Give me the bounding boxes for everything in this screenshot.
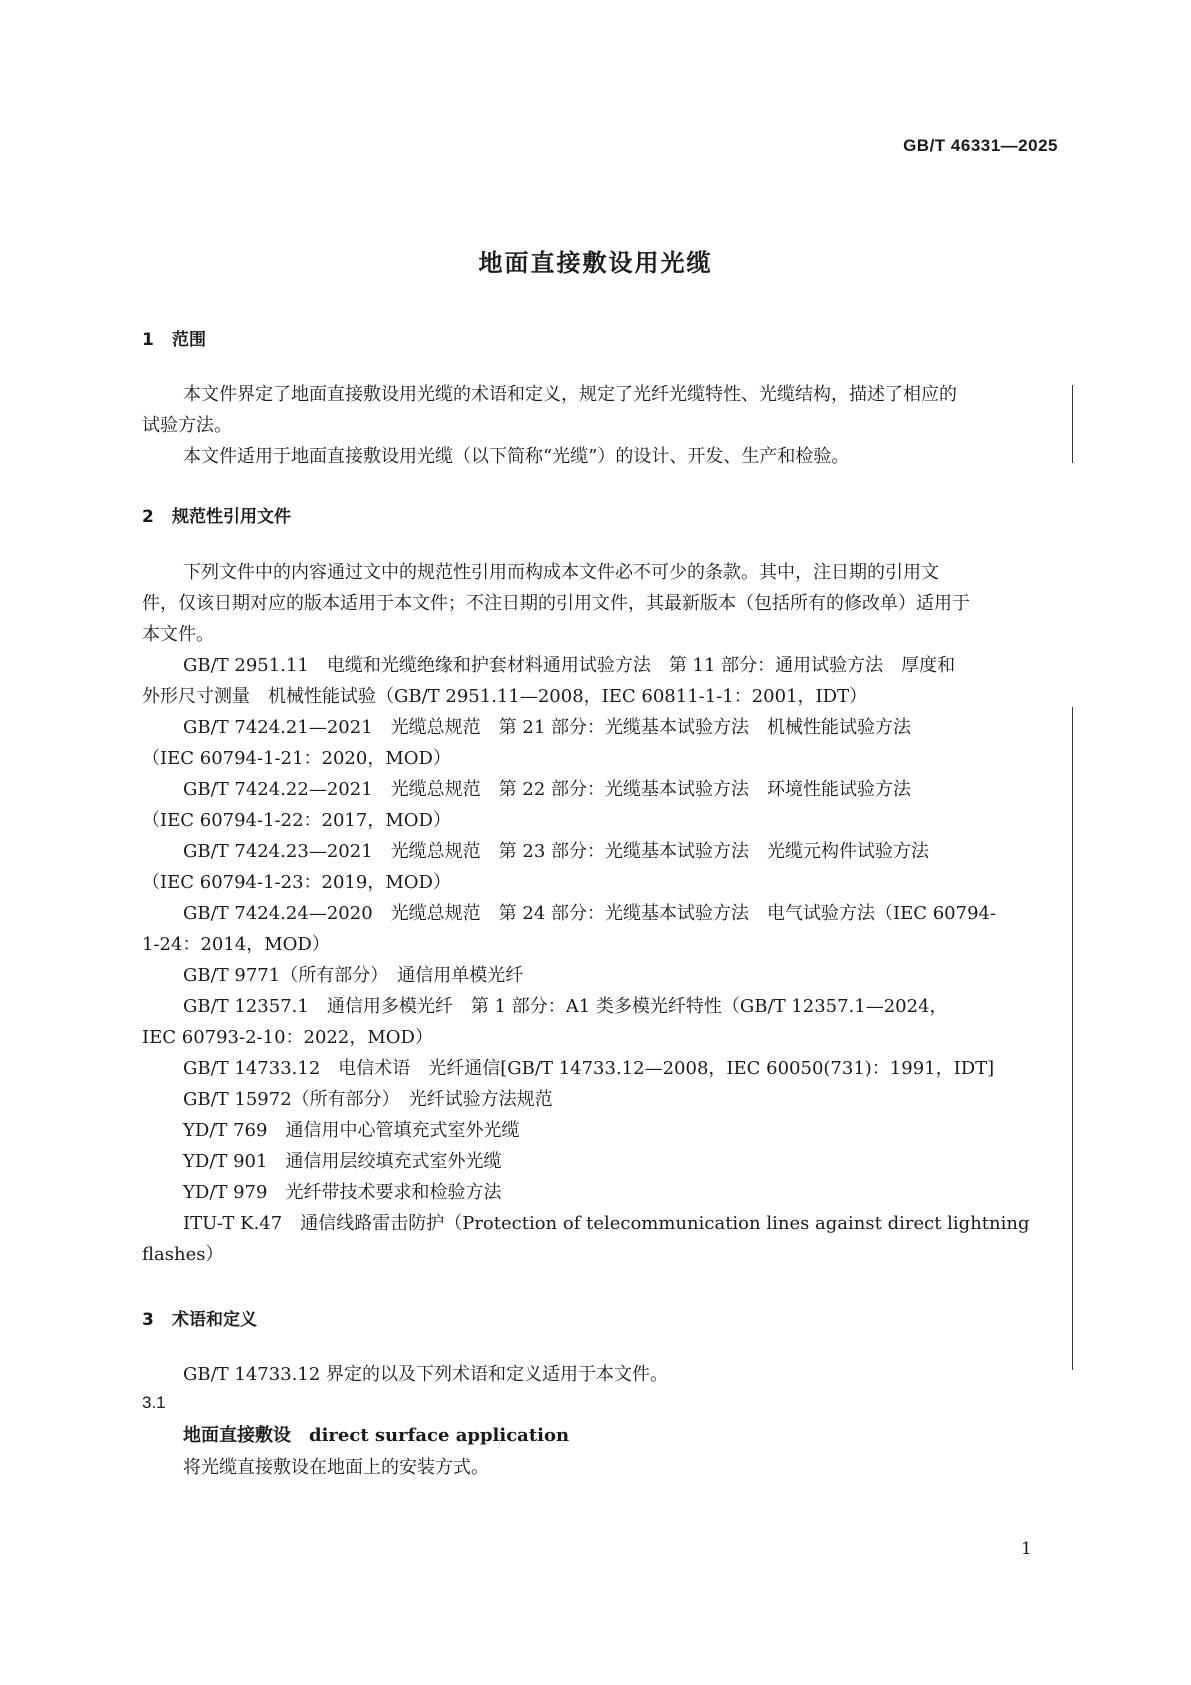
section-3-heading [142,1305,257,1330]
reference-item-continued: 外形尺寸测量 机械性能试验（GB/T 2951.11—2008，IEC 60811-1-1：2001，IDT） [142,686,868,707]
reference-item: GB/T 7424.24—2020 光缆总规范 第 24 部分：光缆基本试验方法 电气试验方法（IEC 60794- [183,903,997,924]
scope-paragraph-line: 本文件界定了地面直接敷设用光缆的术语和定义，规定了光纤光缆特性、光缆结构，描述了相应的 [183,384,957,405]
section-number: 3 [142,1310,154,1330]
normative-intro-line: 下列文件中的内容通过文中的规范性引用而构成本文件必不可少的条款。其中，注日期的引用文 [183,562,939,583]
reference-item: ITU-T K.47 通信线路雷击防护（Protection of telecommunication lines against direct lightning [183,1213,1030,1234]
reference-item: GB/T 7424.22—2021 光缆总规范 第 22 部分：光缆基本试验方法 环境性能试验方法 [183,779,911,800]
reference-item: GB/T 15972（所有部分） 光纤试验方法规范 [183,1089,553,1110]
scope-paragraph-line: 试验方法。 [142,415,232,436]
section-1-heading [142,325,206,350]
reference-item: GB/T 9771（所有部分） 通信用单模光纤 [183,965,524,986]
term-definition: 将光缆直接敷设在地面上的安装方式。 [183,1457,489,1478]
term-name: 地面直接敷设 direct surface application [183,1425,570,1446]
scope-paragraph: 本文件适用于地面直接敷设用光缆（以下简称“光缆”）的设计、开发、生产和检验。 [183,446,850,467]
term-number: 3.1 [142,1393,166,1412]
section-number: 2 [142,507,154,527]
reference-item-continued: IEC 60793-2-10：2022，MOD） [142,1027,433,1048]
page-number: 1 [1021,1539,1032,1559]
section-title: 范围 [172,330,206,350]
document-title: 地面直接敷设用光缆 [478,249,713,277]
normative-intro-line: 件，仅该日期对应的版本适用于本文件；不注日期的引用文件，其最新版本（包括所有的修改单）适用于 [142,593,970,614]
section-number: 1 [142,330,154,350]
change-bar [1072,385,1073,463]
section-2-heading [142,502,291,527]
reference-item: GB/T 2951.11 电缆和光缆绝缘和护套材料通用试验方法 第 11 部分：通用试验方法 厚度和 [183,655,956,676]
change-bar [1072,707,1073,1370]
reference-item: GB/T 14733.12 电信术语 光纤通信[GB/T 14733.12—2008，IEC 60050(731)：1991，IDT] [183,1058,995,1079]
reference-item: GB/T 7424.23—2021 光缆总规范 第 23 部分：光缆基本试验方法 光缆元构件试验方法 [183,841,929,862]
reference-item-continued: （IEC 60794-1-22：2017，MOD） [142,810,451,831]
reference-item: YD/T 769 通信用中心管填充式室外光缆 [183,1120,520,1141]
standard-number: GB/T 46331—2025 [903,136,1058,155]
reference-item: YD/T 901 通信用层绞填充式室外光缆 [183,1151,502,1172]
reference-item-continued: （IEC 60794-1-21：2020，MOD） [142,748,451,769]
terms-intro: GB/T 14733.12 界定的以及下列术语和定义适用于本文件。 [183,1364,669,1385]
section-title: 规范性引用文件 [172,507,291,527]
reference-item: YD/T 979 光纤带技术要求和检验方法 [183,1182,502,1203]
normative-intro-line: 本文件。 [142,624,214,645]
reference-item-continued: 1-24：2014，MOD） [142,934,330,955]
reference-item: GB/T 12357.1 通信用多模光纤 第 1 部分：A1 类多模光纤特性（GB/T 12357.1—2024， [183,996,948,1017]
reference-item-continued: （IEC 60794-1-23：2019，MOD） [142,872,451,893]
section-title: 术语和定义 [172,1310,257,1330]
reference-item-continued: flashes） [142,1244,224,1265]
reference-item: GB/T 7424.21—2021 光缆总规范 第 21 部分：光缆基本试验方法 机械性能试验方法 [183,717,911,738]
